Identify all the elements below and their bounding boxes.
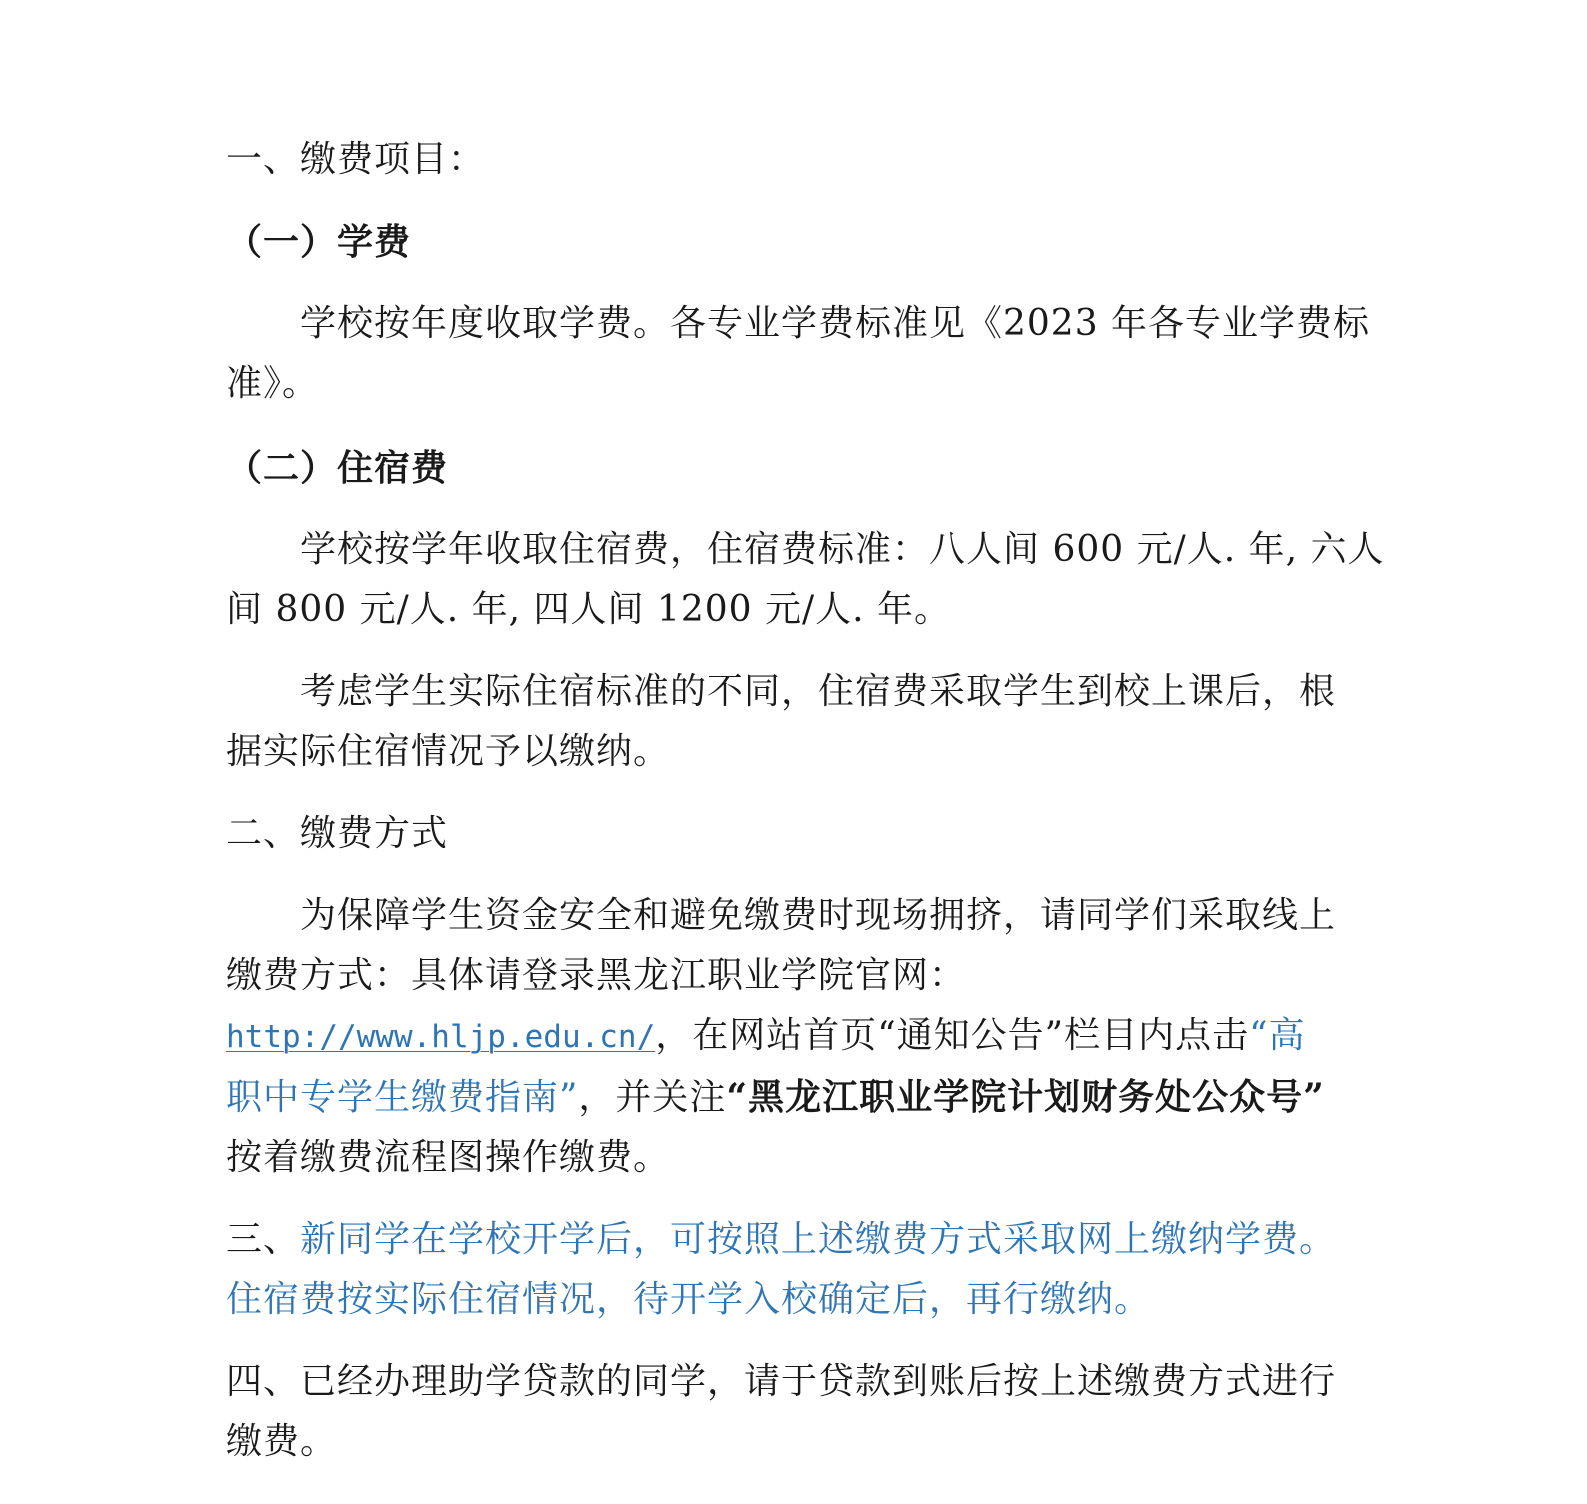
section-4-line-1: 四、已经办理助学贷款的同学，请于贷款到账后按上述缴费方式进行 [226,1361,1337,1402]
document-page [226,130,1385,1472]
section-2-heading: 二、缴费方式 [226,813,449,854]
tuition-paragraph-line-2: 准》。 [226,363,320,404]
section-3-line-1 [226,1210,1356,1270]
official-website-link[interactable]: http://www.hljp.edu.cn/ [226,1019,656,1055]
payment-method-line-3 [226,1006,1356,1067]
payment-guide-link-end[interactable]: 职中专学生缴费指南” [226,1077,579,1118]
payment-method-line-1: 为保障学生资金安全和避免缴费时现场拥挤，请同学们采取线上 [300,895,1337,936]
notice-instruction-text: ，在网站首页“通知公告”栏目内点击 [655,1015,1250,1056]
dorm-note-paragraph-line-1: 考虑学生实际住宿标准的不同，住宿费采取学生到校上课后，根 [300,671,1337,712]
dorm-fee-paragraph-line-1: 学校按学年收取住宿费，住宿费标准：八人间 600 元/人. 年, 六人 [300,529,1385,570]
subsection-tuition-title: （一）学费 [226,221,412,263]
section-3-highlight-1: 新同学在学校开学后，可按照上述缴费方式采取网上缴纳学费。 [300,1219,1337,1260]
follow-text: ，并关注 [578,1077,727,1118]
tuition-paragraph-line-1: 学校按年度收取学费。各专业学费标准见《2023 年各专业学费标 [300,303,1371,344]
payment-method-line-2: 缴费方式：具体请登录黑龙江职业学院官网： [226,955,967,996]
dorm-note-paragraph-line-2: 据实际住宿情况予以缴纳。 [226,731,671,772]
payment-method-line-4 [226,1067,1356,1128]
section-3-highlight-2: 住宿费按实际住宿情况，待开学入校确定后，再行缴纳。 [226,1279,1152,1320]
official-account-name: “黑龙江职业学院计划财务处公众号” [726,1076,1325,1118]
subsection-dorm-title: （二）住宿费 [226,447,449,489]
section-4-line-2: 缴费。 [226,1421,338,1462]
payment-guide-link-start[interactable]: “高 [1249,1015,1306,1056]
section-1-heading: 一、缴费项目： [226,139,486,180]
section-3-prefix: 三、 [226,1219,301,1260]
dorm-fee-paragraph-line-2: 间 800 元/人. 年, 四人间 1200 元/人. 年。 [226,589,952,630]
payment-method-line-5: 按着缴费流程图操作缴费。 [226,1137,671,1178]
